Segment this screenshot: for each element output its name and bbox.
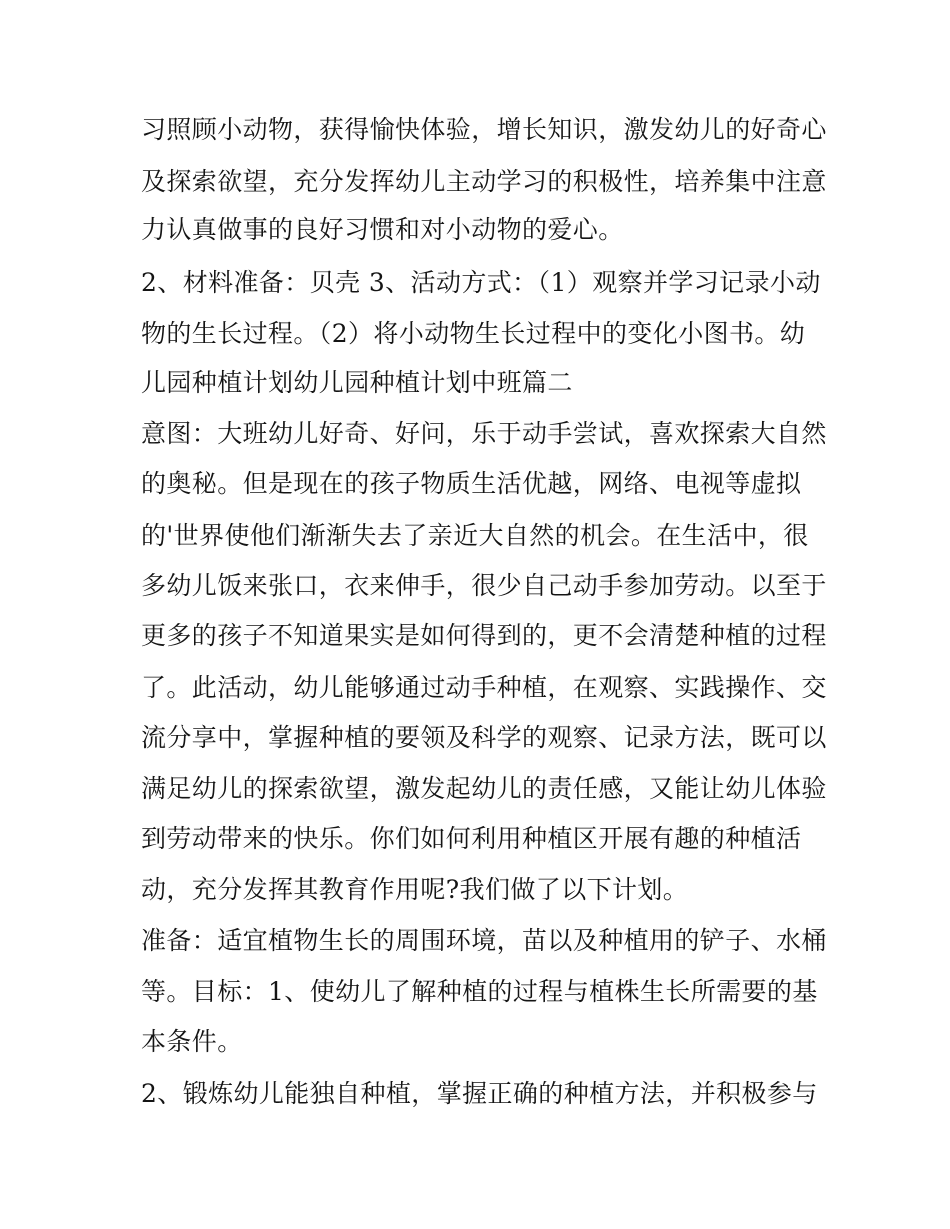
text-line-2: 及探索欲望，充分发挥幼儿主动学习的积极性，培养集中注意 <box>141 167 827 196</box>
text-line-11: 更多的孩子不知道果实是如何得到的，更不会清楚种植的过程 <box>141 621 827 650</box>
text-line-8: 的奥秘。但是现在的孩子物质生活优越，网络、电视等虚拟 <box>141 469 802 498</box>
text-line-13: 流分享中，掌握种植的要领及科学的观察、记录方法，既可以 <box>141 723 827 752</box>
text-line-9: 的'世界使他们渐渐失去了亲近大自然的机会。在生活中，很 <box>141 521 809 550</box>
text-line-1: 习照顾小动物，获得愉快体验，增长知识，激发幼儿的好奇心 <box>141 115 827 144</box>
text-line-4: 2、材料准备：贝壳 3、活动方式：（1）观察并学习记录小动 <box>141 268 821 297</box>
text-line-17: 准备：适宜植物生长的周围环境，苗以及种植用的铲子、水桶 <box>141 926 827 955</box>
text-line-7: 意图：大班幼儿好奇、好问，乐于动手尝试，喜欢探索大自然 <box>141 419 827 448</box>
text-line-16: 动，充分发挥其教育作用呢?我们做了以下计划。 <box>141 875 689 904</box>
text-line-19: 本条件。 <box>141 1027 243 1056</box>
text-line-18: 等。目标：1、使幼儿了解种植的过程与植株生长所需要的基 <box>141 977 818 1006</box>
text-line-14: 满足幼儿的探索欲望，激发起幼儿的责任感，又能让幼儿体验 <box>141 774 827 803</box>
text-line-12: 了。此活动，幼儿能够通过动手种植，在观察、实践操作、交 <box>141 673 827 702</box>
text-line-5: 物的生长过程。（2）将小动物生长过程中的变化小图书。幼 <box>141 319 806 348</box>
text-line-3: 力认真做事的良好习惯和对小动物的爱心。 <box>141 215 624 244</box>
text-line-10: 多幼儿饭来张口，衣来伸手，很少自己动手参加劳动。以至于 <box>141 571 827 600</box>
text-line-20: 2、锻炼幼儿能独自种植，掌握正确的种植方法，并积极参与 <box>141 1079 818 1108</box>
text-line-15: 到劳动带来的快乐。你们如何利用种植区开展有趣的种植活 <box>141 824 802 853</box>
text-line-6: 儿园种植计划幼儿园种植计划中班篇二 <box>141 368 573 397</box>
